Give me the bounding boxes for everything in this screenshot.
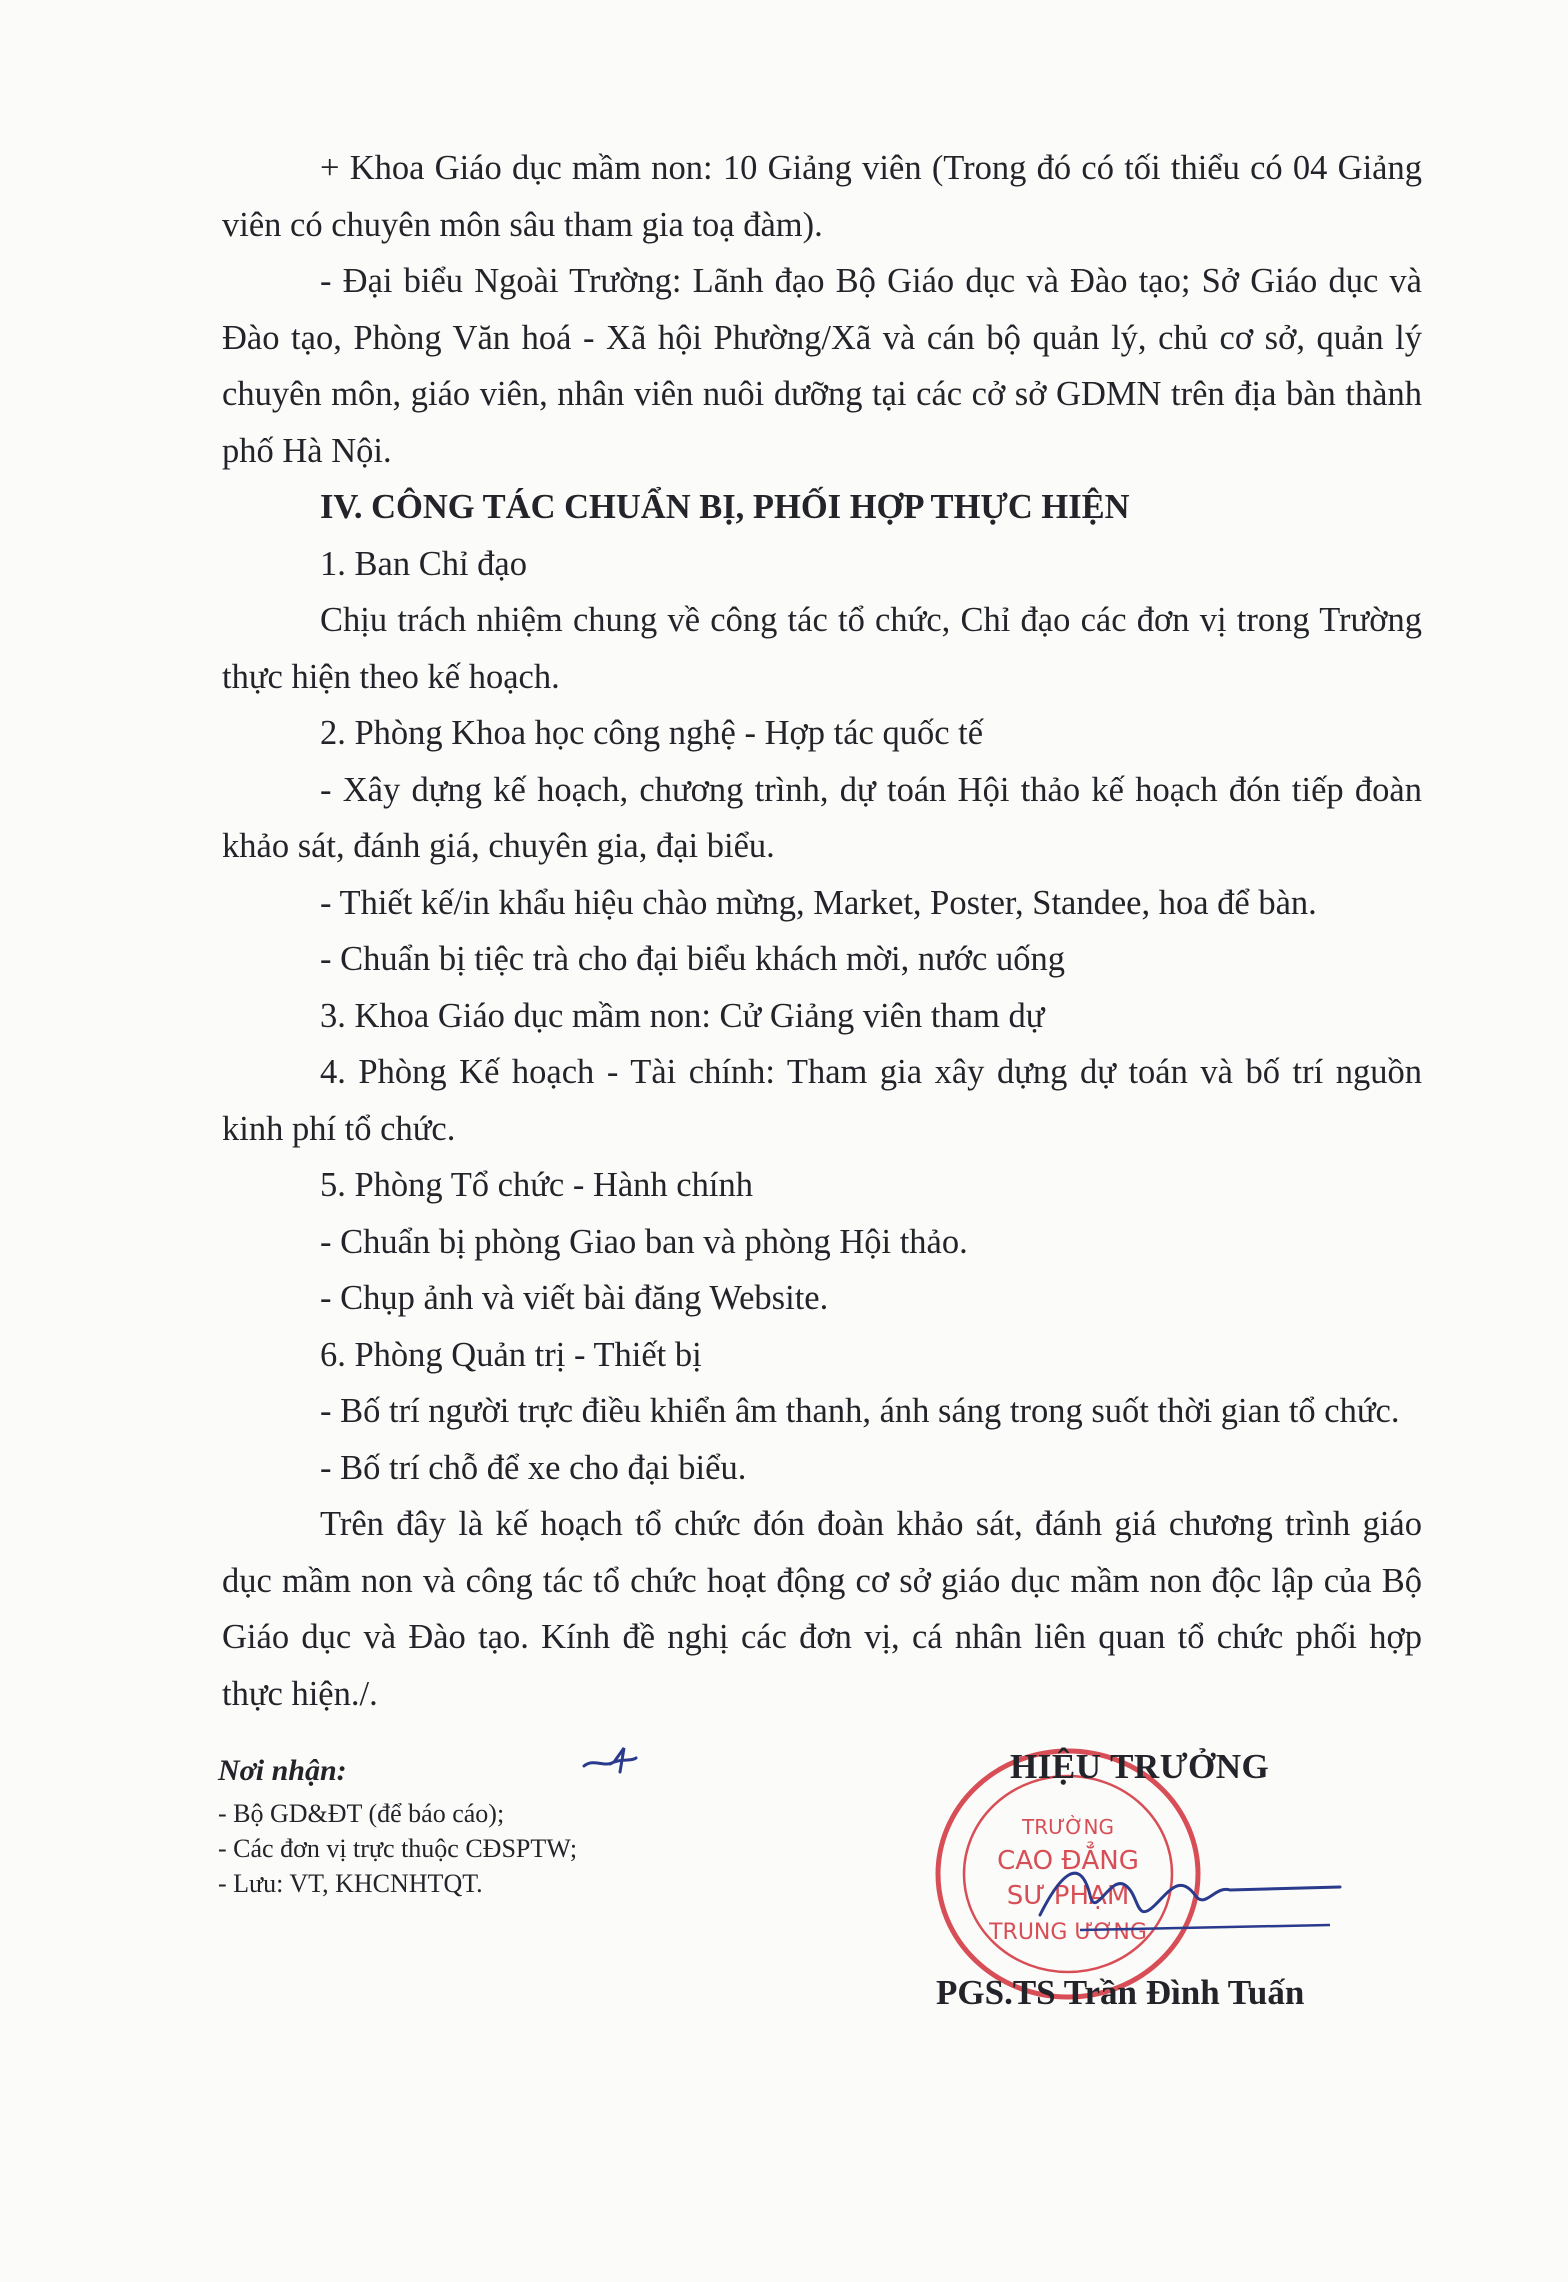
paragraph-lecturers: + Khoa Giáo dục mầm non: 10 Giảng viên (Trong đó có tối thiểu có 04 Giảng viên có chuyên môn sâu tham gia toạ đàm).: [222, 149, 1422, 244]
paragraph-sound-light: - Bố trí người trực điều khiển âm thanh, ánh sáng trong suốt thời gian tổ chức.: [320, 1392, 1400, 1430]
subsection-preschool-faculty: 3. Khoa Giáo dục mầm non: Cử Giảng viên tham dự: [320, 996, 1045, 1035]
recipient-item: - Các đơn vị trực thuộc CĐSPTW;: [218, 1834, 578, 1863]
seal-line: TRƯỜNG: [1022, 1815, 1114, 1839]
paragraph-plan-building: - Xây dựng kế hoạch, chương trình, dự toán Hội thảo kế hoạch đón tiếp đoàn khảo sát, đánh giá, chuyên gia, đại biểu.: [222, 770, 1422, 865]
paragraph-external-delegates: - Đại biểu Ngoài Trường: Lãnh đạo Bộ Giáo dục và Đào tạo; Sở Giáo dục và Đào tạo, Phòng Văn hoá - Xã hội Phường/Xã và cán bộ quản lý, chủ cơ sở, quản lý chuyên môn, giáo viên, nhân viên nuôi dưỡng tại các cở sở GDMN trên địa bàn thành phố Hà Nội.: [222, 262, 1422, 470]
paragraph-design-print: - Thiết kế/in khẩu hiệu chào mừng, Market, Poster, Standee, hoa để bàn.: [320, 883, 1317, 922]
signer-name: PGS.TS Trần Đình Tuấn: [936, 1973, 1305, 2012]
subsection-science-office: 2. Phòng Khoa học công nghệ - Hợp tác quốc tế: [320, 714, 984, 752]
recipient-item: - Bộ GD&ĐT (để báo cáo);: [218, 1799, 505, 1828]
document-body: [222, 140, 1422, 1722]
subsection-facilities-office: 6. Phòng Quản trị - Thiết bị: [320, 1335, 702, 1374]
paragraph-parking: - Bố trí chỗ để xe cho đại biểu.: [320, 1448, 747, 1487]
handwritten-signature-icon: [1020, 1835, 1350, 1945]
signature-title: HIỆU TRƯỞNG: [1010, 1747, 1270, 1786]
recipient-item: - Lưu: VT, KHCNHTQT.: [218, 1869, 483, 1898]
paragraph-closing: Trên đây là kế hoạch tổ chức đón đoàn khảo sát, đánh giá chương trình giáo dục mầm non và công tác tổ chức hoạt động cơ sở giáo dục mầm non độc lập của Bộ Giáo dục và Đào tạo. Kính đề nghị các đơn vị, cá nhân liên quan tổ chức phối hợp thực hiện./.: [222, 1505, 1422, 1713]
paragraph-photography: - Chụp ảnh và viết bài đăng Website.: [320, 1279, 829, 1317]
recipients-title: Nơi nhận:: [218, 1754, 347, 1787]
subsection-steering-board: 1. Ban Chỉ đạo: [320, 544, 527, 583]
seal-line: CAO ĐẲNG: [997, 1846, 1139, 1876]
signature-block: [880, 1735, 1440, 2035]
seal-line: TRUNG ƯƠNG: [989, 1920, 1147, 1945]
paragraph-meeting-rooms: - Chuẩn bị phòng Giao ban và phòng Hội thảo.: [320, 1222, 968, 1261]
section-heading: IV. CÔNG TÁC CHUẨN BỊ, PHỐI HỢP THỰC HIỆN: [320, 488, 1130, 526]
paragraph-steering-duty: Chịu trách nhiệm chung về công tác tổ chức, Chỉ đạo các đơn vị trong Trường thực hiện theo kế hoạch.: [222, 601, 1422, 696]
paragraph-tea-party: - Chuẩn bị tiệc trà cho đại biểu khách mời, nước uống: [320, 940, 1065, 978]
paragraph-finance-office: 4. Phòng Kế hoạch - Tài chính: Tham gia xây dựng dự toán và bố trí nguồn kinh phí tổ chức.: [222, 1053, 1422, 1148]
subsection-admin-office: 5. Phòng Tổ chức - Hành chính: [320, 1166, 753, 1204]
recipients-block: [218, 1752, 778, 1901]
seal-line: SƯ PHẠM: [1006, 1881, 1130, 1911]
